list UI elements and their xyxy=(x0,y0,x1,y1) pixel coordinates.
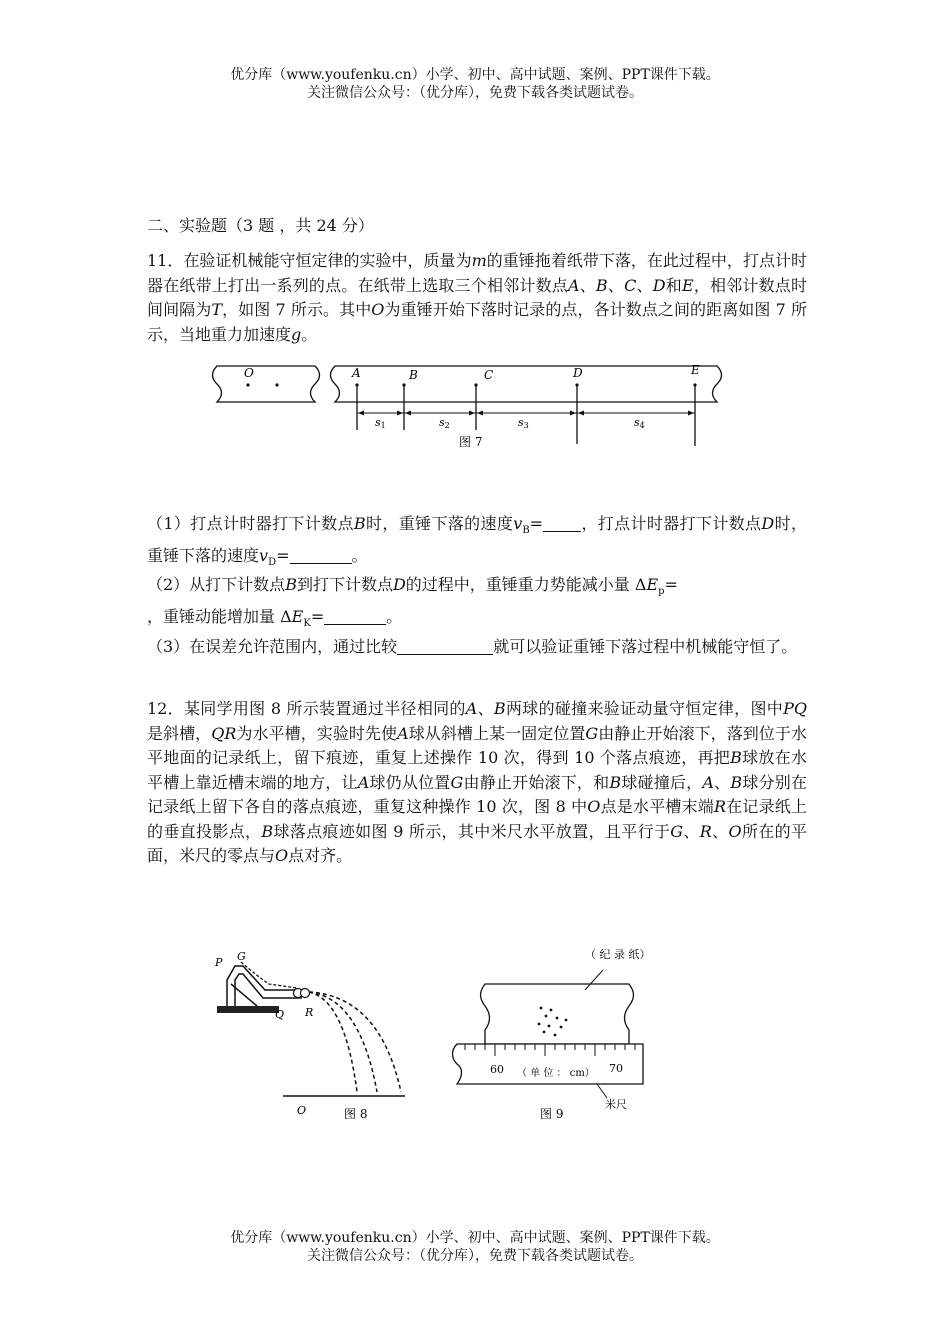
label-e: E xyxy=(691,363,700,377)
header-line-2: 关注微信公众号：（优分库），免费下载各类试题试卷。 xyxy=(307,85,643,101)
blank-vd xyxy=(290,547,352,564)
part-1: （1）打点计时器打下计数点B时，重锤下落的速度$v_B=$ ，打点计时器打下计数点D时，重锤下落的速度$v_D=$ 。 xyxy=(147,514,807,568)
part-3: （3）在误差允许范围内，通过比较 就可以验证重锤下落过程中机械能守恒了。 xyxy=(147,637,798,656)
landing-dot xyxy=(565,1019,568,1022)
landing-dot xyxy=(540,1007,543,1010)
ruler-label: 米尺 xyxy=(605,1098,627,1111)
label-o: O xyxy=(244,366,254,380)
blank-vb xyxy=(543,515,581,532)
label-s2: s2 xyxy=(439,416,450,430)
section-title: 二、实验题（3 题 ，共 24 分） xyxy=(147,216,374,235)
question-11: 11．在验证机械能守恒定律的实验中，质量为m的重锤拖着纸带下落，在此过程中，打点计时器在纸带上打出一系列的点。在纸带上选取三个相邻计数点A、B、C、D和E，相邻计数点时间间隔为T，如图 7 所示。其中O为重锤开始下落时记录的点，各计数点之间的距离如图 7 所示，当地重力加速度g。 xyxy=(147,251,807,344)
record-paper xyxy=(481,984,634,1044)
dot-o-2 xyxy=(275,383,278,386)
label-s4: s4 xyxy=(634,416,645,430)
landing-dot xyxy=(556,1017,559,1020)
label-b: B xyxy=(409,368,418,382)
label-s1: s1 xyxy=(375,416,386,430)
chute-frame xyxy=(227,966,301,1006)
label-s3: s3 xyxy=(518,416,529,430)
trajectory-1 xyxy=(309,992,357,1092)
blank-compare xyxy=(397,638,493,655)
question-12: 12．某同学用图 8 所示装置通过半径相同的A、B两球的碰撞来验证动量守恒定律，图中PQ是斜槽，QR为水平槽，实验时先使A球从斜槽上某一固定位置G由静止开始滚下，落到位于水平地面的记录纸上，留下痕迹，重复上述操作 10 次，得到 10 个落点痕迹，再把B球放在水平槽上靠近槽末端的地方，让A球仍从位置G由静止开始滚下，和B球碰撞后，A、B球分别在记录纸上留下各自的落点痕迹，重复这种操作 10 次，图 8 中O点是水平槽末端R在记录纸上的垂直投影点，B球落点痕迹如图 9 所示，其中米尺水平放置，且平行于G、R、O所在的平面，米尺的零点与O点对齐。 xyxy=(147,699,807,865)
ruler-leader-line xyxy=(597,1084,607,1098)
landing-dot xyxy=(538,1023,541,1026)
label-g: G xyxy=(237,950,246,963)
figure-8 xyxy=(205,940,420,1125)
record-paper-label: （ 纪 录 纸） xyxy=(585,948,651,961)
figure-7-caption: 图 7 xyxy=(459,435,483,449)
footer-line-2: 关注微信公众号：（优分库），免费下载各类试题试卷。 xyxy=(307,1248,643,1264)
footer-line-1: 优分库（www.youfenku.cn）小学、初中、高中试题、案例、PPT课件下载。 xyxy=(230,1230,720,1246)
part-2: （2）从打下计数点B到打下计数点D的过程中，重锤重力势能减小量 $\Delta E_p=$ ，重锤动能增加量 $\Delta E_K=$ 。 xyxy=(147,575,678,629)
ruler-unit: （ 单 位 ： cm） xyxy=(517,1068,595,1079)
label-o: O xyxy=(297,1104,307,1117)
label-a: A xyxy=(352,366,361,380)
trajectory-2 xyxy=(309,992,377,1092)
figure-8-caption: 图 8 xyxy=(344,1107,368,1121)
label-p: P xyxy=(215,956,223,969)
blank-ek xyxy=(324,608,386,625)
ruler-tick-60: 60 xyxy=(490,1063,504,1076)
landing-dot xyxy=(545,1015,548,1018)
landing-dot xyxy=(560,1026,563,1029)
tape-right-piece xyxy=(331,366,722,402)
figure-9-caption: 图 9 xyxy=(540,1107,564,1121)
header-line-1: 优分库（www.youfenku.cn）小学、初中、高中试题、案例、PPT课件下载。 xyxy=(230,67,720,83)
tape-left-piece xyxy=(213,366,320,402)
landing-dot xyxy=(550,1009,553,1012)
figure-9 xyxy=(445,940,660,1125)
page-header xyxy=(0,66,950,102)
ball-path-chute xyxy=(241,962,297,988)
label-q: Q xyxy=(275,1008,285,1021)
page-footer xyxy=(0,1229,950,1265)
label-d: D xyxy=(573,366,583,380)
label-r: R xyxy=(305,1006,314,1019)
dot-o-1 xyxy=(246,383,249,386)
ruler-tick-70: 70 xyxy=(609,1062,623,1075)
landing-dot xyxy=(548,1025,551,1028)
ball-b xyxy=(301,989,310,998)
landing-dot xyxy=(554,1034,557,1037)
base-plate xyxy=(217,1006,279,1013)
figure-7 xyxy=(205,360,740,455)
landing-dot xyxy=(543,1031,546,1034)
label-c: C xyxy=(484,368,494,382)
